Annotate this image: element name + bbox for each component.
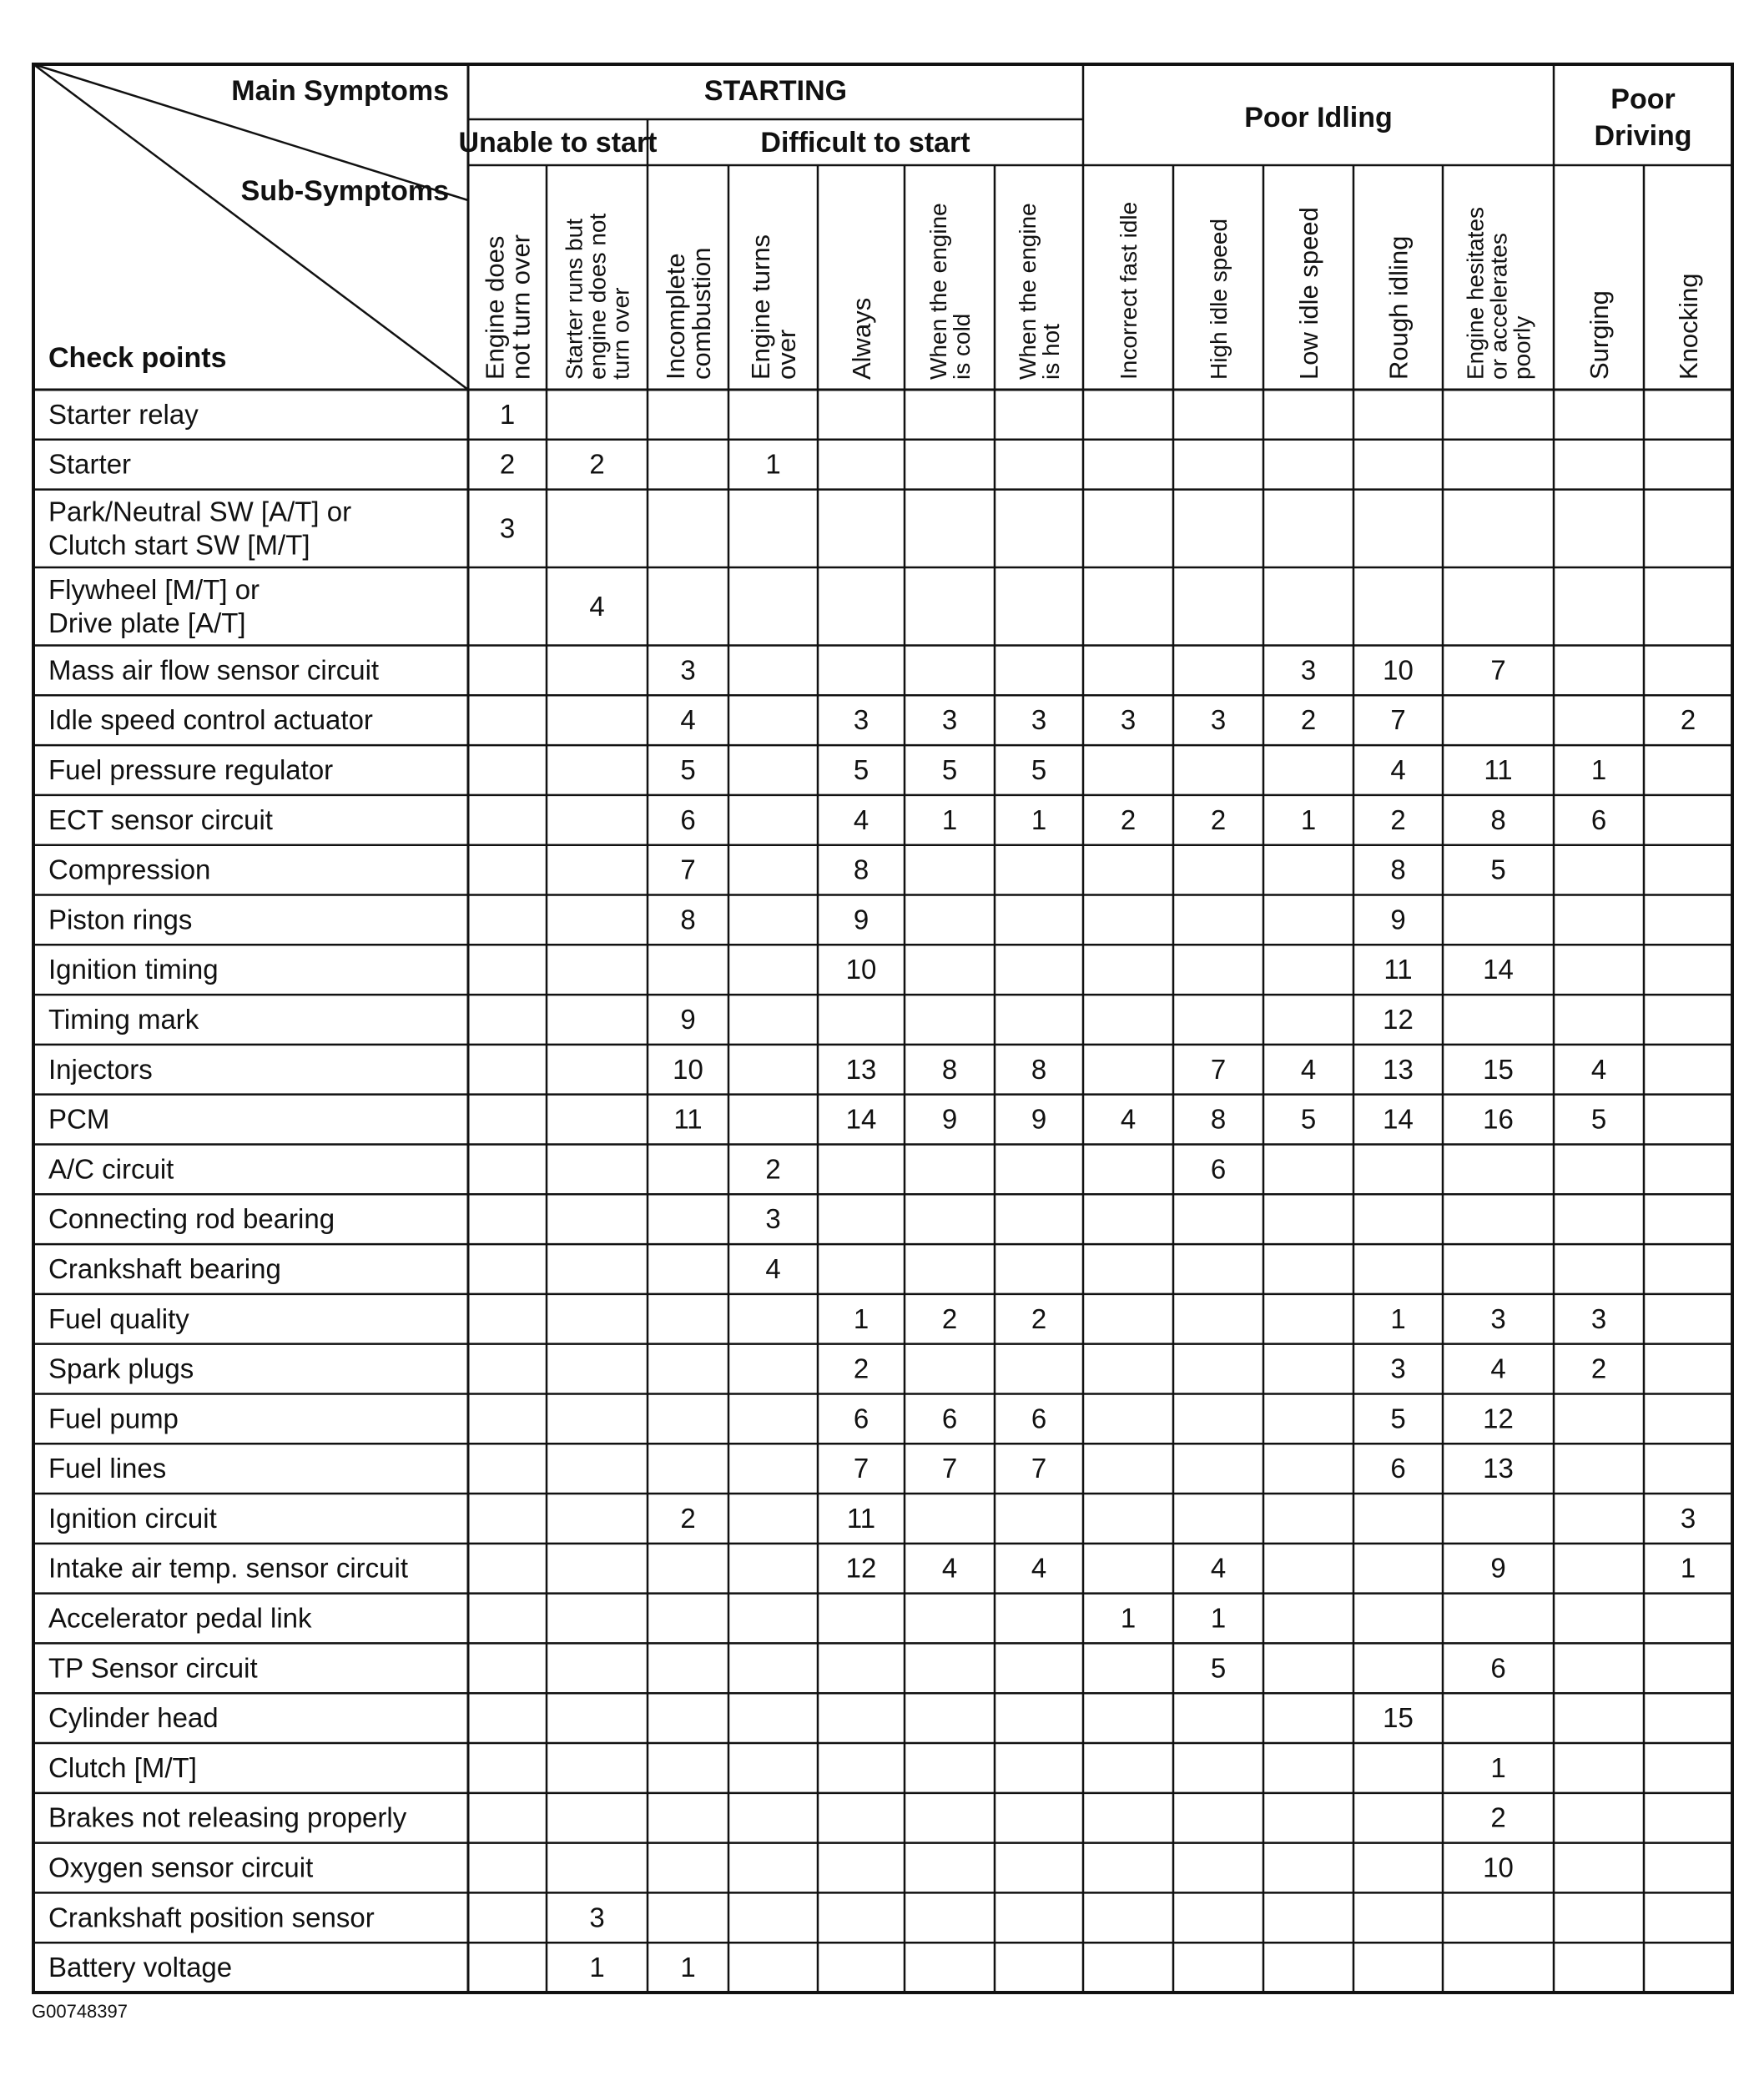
sub-symptom-label: Surging <box>1585 290 1615 380</box>
sub-symptom-label: turn over <box>607 287 634 380</box>
cell-value: 11 <box>1484 754 1513 786</box>
cell-value: 9 <box>853 904 869 935</box>
cell-value: 3 <box>1120 704 1137 736</box>
cell-value: 10 <box>1383 654 1414 686</box>
cell-value: 4 <box>853 804 869 835</box>
cell-value: 1 <box>1680 1552 1696 1584</box>
poor-driving-header: Driving <box>1594 120 1692 152</box>
sub-symptom-label: Rough idling <box>1383 235 1414 380</box>
cell-value: 12 <box>1383 1003 1414 1035</box>
check-point-label: Intake air temp. sensor circuit <box>48 1552 408 1584</box>
cell-value: 5 <box>1390 1403 1406 1434</box>
cell-value: 7 <box>853 1453 869 1484</box>
sub-symptom-label: combustion <box>687 247 717 380</box>
cell-value: 1 <box>589 1952 605 1983</box>
cell-value: 6 <box>1590 804 1607 835</box>
cell-value: 3 <box>1490 1302 1506 1334</box>
cell-value: 3 <box>1590 1302 1607 1334</box>
cell-value: 4 <box>680 704 696 736</box>
sub-symptom-label: Incorrect fast idle <box>1116 201 1142 380</box>
cell-value: 9 <box>1390 904 1406 935</box>
cell-value: 1 <box>1490 1751 1506 1783</box>
cell-value: 8 <box>680 904 696 935</box>
cell-value: 5 <box>1210 1652 1227 1684</box>
cell-value: 7 <box>1210 1053 1227 1085</box>
check-point-label: Compression <box>48 854 211 885</box>
check-point-label: Oxygen sensor circuit <box>48 1852 314 1883</box>
cell-value: 11 <box>846 1502 876 1534</box>
sub-symptom-label: When the engine <box>925 203 952 380</box>
cell-value: 2 <box>1680 704 1696 736</box>
cell-value: 5 <box>1031 754 1047 786</box>
cell-value: 6 <box>1210 1153 1227 1185</box>
cell-value: 2 <box>853 1353 869 1384</box>
cell-value: 15 <box>1483 1053 1514 1085</box>
sub-symptom-label: Engine hesitates <box>1462 206 1489 380</box>
check-points-label: Check points <box>48 342 227 374</box>
sub-symptom-label: engine does not <box>584 213 611 380</box>
cell-value: 2 <box>1120 804 1137 835</box>
diagonal-line <box>33 64 468 390</box>
check-point-label: Piston rings <box>48 904 193 935</box>
cell-value: 10 <box>673 1053 703 1085</box>
check-point-label: Crankshaft bearing <box>48 1252 281 1284</box>
check-point-label: Starter <box>48 448 132 480</box>
cell-value: 3 <box>680 654 696 686</box>
main-symptoms-label: Main Symptoms <box>231 75 449 107</box>
cell-value: 7 <box>1490 654 1506 686</box>
cell-value: 9 <box>1031 1103 1047 1135</box>
check-point-label: Drive plate [A/T] <box>48 607 246 638</box>
check-point-label: Clutch [M/T] <box>48 1751 197 1783</box>
cell-value: 7 <box>680 854 696 885</box>
cell-value: 12 <box>1483 1403 1514 1434</box>
cell-value: 6 <box>680 804 696 835</box>
check-point-label: TP Sensor circuit <box>48 1652 258 1684</box>
cell-value: 9 <box>941 1103 958 1135</box>
sub-symptom-label: or accelerates <box>1485 233 1512 380</box>
cell-value: 4 <box>1031 1552 1047 1584</box>
cell-value: 5 <box>1300 1103 1317 1135</box>
sub-symptom-label: High idle speed <box>1206 218 1232 380</box>
unable-to-start-header: Unable to start <box>458 127 658 159</box>
cell-value: 2 <box>499 448 516 480</box>
cell-value: 9 <box>1490 1552 1506 1584</box>
cell-value: 2 <box>1590 1353 1607 1384</box>
check-point-label: Brakes not releasing properly <box>48 1801 407 1833</box>
check-point-label: Ignition timing <box>48 954 219 985</box>
cell-value: 11 <box>673 1103 703 1135</box>
difficult-to-start-header: Difficult to start <box>760 127 970 159</box>
check-point-label: Accelerator pedal link <box>48 1602 312 1634</box>
cell-value: 2 <box>1210 804 1227 835</box>
cell-value: 4 <box>1120 1103 1137 1135</box>
cell-value: 4 <box>1590 1053 1607 1085</box>
cell-value: 1 <box>1031 804 1047 835</box>
cell-value: 5 <box>941 754 958 786</box>
check-point-label: Starter relay <box>48 398 199 430</box>
cell-value: 3 <box>1031 704 1047 736</box>
cell-value: 1 <box>853 1302 869 1334</box>
sub-symptom-label: Always <box>847 297 877 380</box>
cell-value: 8 <box>1390 854 1406 885</box>
sub-symptom-label: not turn over <box>506 234 536 380</box>
cell-value: 6 <box>1490 1652 1506 1684</box>
cell-value: 4 <box>941 1552 958 1584</box>
cell-value: 2 <box>1300 704 1317 736</box>
cell-value: 3 <box>499 512 516 544</box>
cell-value: 2 <box>1490 1801 1506 1833</box>
cell-value: 16 <box>1483 1103 1514 1135</box>
poor-idling-header: Poor Idling <box>1244 102 1393 134</box>
sub-symptom-label: Starter runs but <box>561 219 587 380</box>
cell-value: 7 <box>1390 704 1406 736</box>
cell-value: 1 <box>1390 1302 1406 1334</box>
cell-value: 4 <box>765 1252 781 1284</box>
check-point-label: Crankshaft position sensor <box>48 1902 375 1933</box>
cell-value: 3 <box>1210 704 1227 736</box>
check-point-label: A/C circuit <box>48 1153 174 1185</box>
sub-symptom-label: Low idle speed <box>1294 207 1324 380</box>
cell-value: 3 <box>765 1203 781 1235</box>
cell-value: 5 <box>1590 1103 1607 1135</box>
cell-value: 4 <box>589 590 605 622</box>
cell-value: 1 <box>1120 1602 1137 1634</box>
cell-value: 3 <box>589 1902 605 1933</box>
cell-value: 8 <box>941 1053 958 1085</box>
cell-value: 8 <box>853 854 869 885</box>
cell-value: 1 <box>1210 1602 1227 1634</box>
cell-value: 8 <box>1210 1103 1227 1135</box>
poor-driving-header: Poor <box>1610 83 1676 115</box>
cell-value: 5 <box>1490 854 1506 885</box>
check-point-label: Connecting rod bearing <box>48 1203 335 1235</box>
cell-value: 4 <box>1490 1353 1506 1384</box>
cell-value: 1 <box>1300 804 1317 835</box>
cell-value: 1 <box>499 398 516 430</box>
sub-symptom-label: is cold <box>949 313 975 380</box>
cell-value: 11 <box>1383 954 1413 985</box>
sub-symptoms-label: Sub-Symptoms <box>240 175 449 207</box>
sub-symptom-label: over <box>772 329 802 380</box>
check-point-label: Park/Neutral SW [A/T] or <box>48 496 352 527</box>
cell-value: 6 <box>1390 1453 1406 1484</box>
cell-value: 2 <box>589 448 605 480</box>
check-point-label: Mass air flow sensor circuit <box>48 654 380 686</box>
cell-value: 3 <box>1680 1502 1696 1534</box>
cell-value: 12 <box>845 1552 877 1584</box>
cell-value: 4 <box>1210 1552 1227 1584</box>
sub-symptom-label: Incomplete <box>661 253 691 380</box>
check-point-label: Flywheel [M/T] or <box>48 573 260 605</box>
cell-value: 3 <box>941 704 958 736</box>
cell-value: 7 <box>941 1453 958 1484</box>
sub-symptom-label: is hot <box>1038 324 1065 380</box>
cell-value: 3 <box>1300 654 1317 686</box>
sub-symptom-label: poorly <box>1509 315 1535 380</box>
cell-value: 2 <box>765 1153 781 1185</box>
cell-value: 2 <box>680 1502 696 1534</box>
cell-value: 13 <box>1383 1053 1414 1085</box>
cell-value: 8 <box>1031 1053 1047 1085</box>
cell-value: 1 <box>941 804 958 835</box>
cell-value: 13 <box>1483 1453 1514 1484</box>
cell-value: 14 <box>845 1103 877 1135</box>
check-point-label: Timing mark <box>48 1003 199 1035</box>
cell-value: 3 <box>853 704 869 736</box>
cell-value: 5 <box>680 754 696 786</box>
cell-value: 4 <box>1390 754 1406 786</box>
check-point-label: Battery voltage <box>48 1952 233 1983</box>
cell-value: 13 <box>845 1053 877 1085</box>
cell-value: 5 <box>853 754 869 786</box>
check-point-label: Ignition circuit <box>48 1502 217 1534</box>
cell-value: 2 <box>1390 804 1406 835</box>
cell-value: 9 <box>680 1003 696 1035</box>
check-point-label: Idle speed control actuator <box>48 704 373 736</box>
figure-id: G00748397 <box>32 2001 128 2022</box>
cell-value: 14 <box>1383 1103 1414 1135</box>
cell-value: 10 <box>1483 1852 1514 1883</box>
cell-value: 7 <box>1031 1453 1047 1484</box>
check-point-label: Fuel lines <box>48 1453 167 1484</box>
cell-value: 6 <box>941 1403 958 1434</box>
check-point-label: Fuel pump <box>48 1403 179 1434</box>
cell-value: 10 <box>845 954 877 985</box>
check-point-label: Fuel quality <box>48 1302 189 1334</box>
sub-symptom-label: Engine turns <box>746 234 776 380</box>
check-point-label: ECT sensor circuit <box>48 804 273 835</box>
cell-value: 1 <box>765 448 781 480</box>
cell-value: 2 <box>1031 1302 1047 1334</box>
cell-value: 2 <box>941 1302 958 1334</box>
cell-value: 6 <box>853 1403 869 1434</box>
cell-value: 3 <box>1390 1353 1406 1384</box>
cell-value: 14 <box>1483 954 1514 985</box>
check-point-label: Spark plugs <box>48 1353 194 1384</box>
cell-value: 1 <box>1590 754 1607 786</box>
check-point-label: PCM <box>48 1103 110 1135</box>
sub-symptom-label: Knocking <box>1674 273 1704 380</box>
check-point-label: Clutch start SW [M/T] <box>48 529 310 561</box>
check-point-label: Injectors <box>48 1053 153 1085</box>
cell-value: 4 <box>1300 1053 1317 1085</box>
cell-value: 6 <box>1031 1403 1047 1434</box>
cell-value: 8 <box>1490 804 1506 835</box>
check-point-label: Fuel pressure regulator <box>48 754 334 786</box>
sub-symptom-label: When the engine <box>1015 203 1041 380</box>
cell-value: 15 <box>1383 1702 1414 1734</box>
cell-value: 1 <box>680 1952 696 1983</box>
starting-header: STARTING <box>703 75 848 107</box>
sub-symptom-label: Engine does <box>480 235 510 380</box>
check-point-label: Cylinder head <box>48 1702 219 1734</box>
